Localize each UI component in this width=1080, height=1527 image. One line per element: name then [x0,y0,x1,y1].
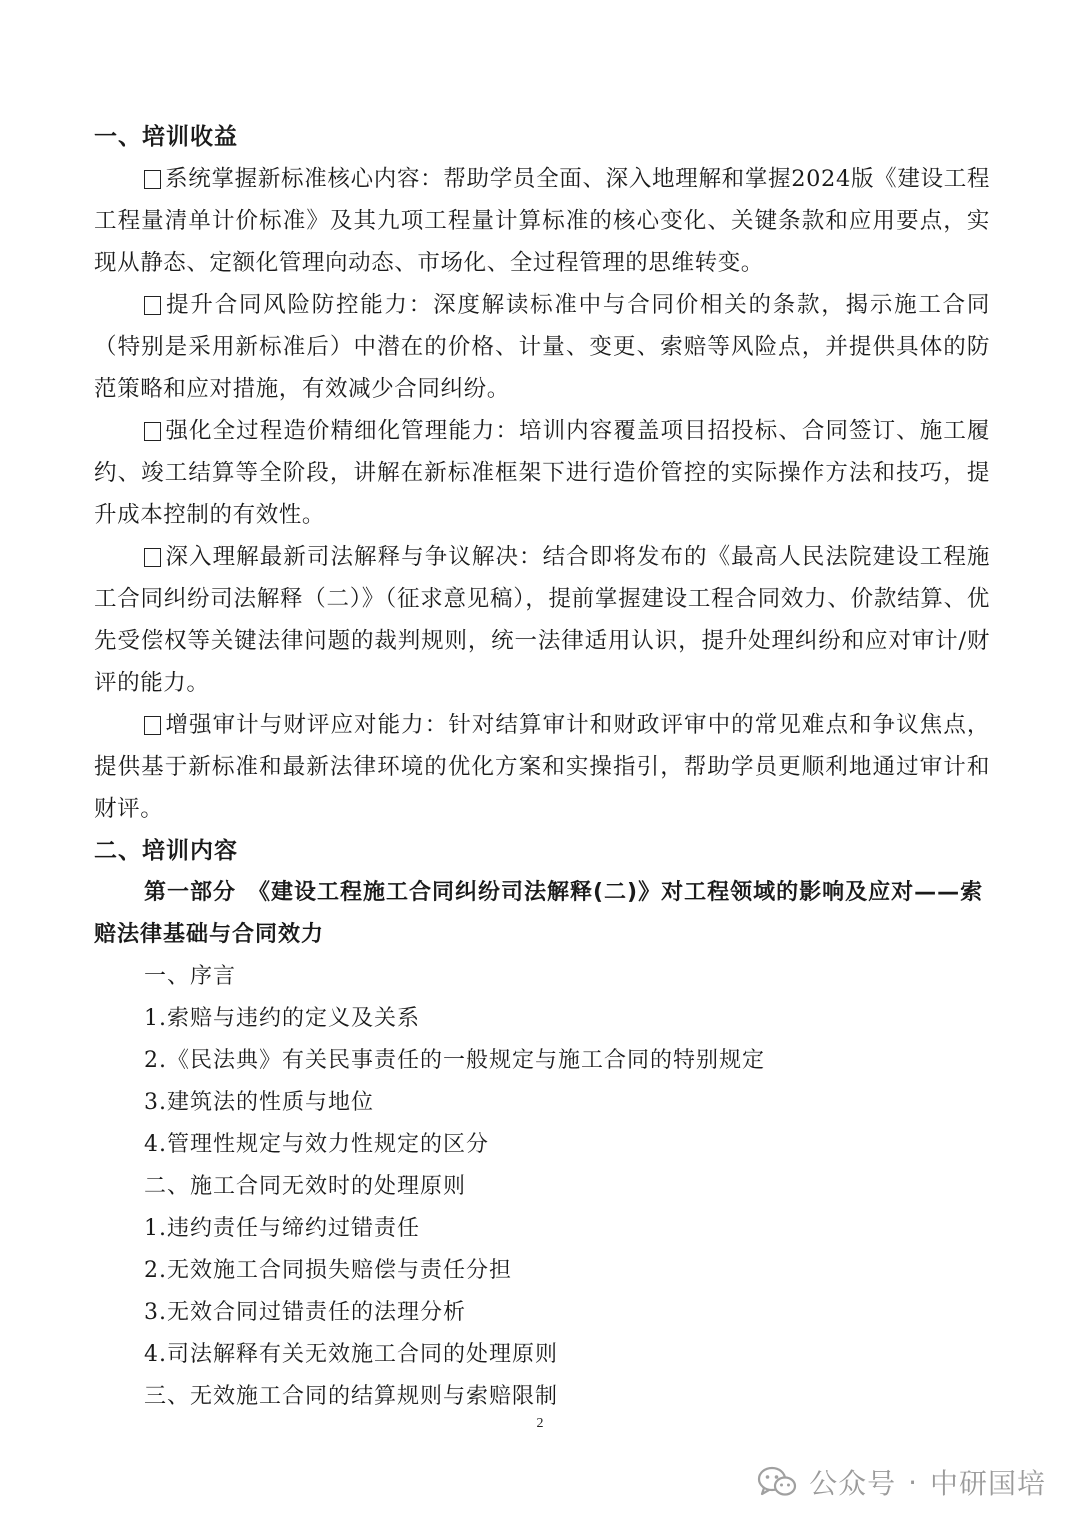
outline-item: 2.无效施工合同损失赔偿与责任分担 [144,1258,512,1283]
watermark-label: 公众号 [809,1467,897,1500]
checkbox-icon [144,548,161,567]
checkbox-icon [144,296,161,315]
checkbox-icon [144,170,161,189]
benefit-item [94,158,990,284]
outline-item: 3.建筑法的性质与地位 [144,1090,374,1115]
checkbox-icon [144,422,161,441]
outline-item: 二、施工合同无效时的处理原则 [144,1174,467,1199]
outline-item: 三、无效施工合同的结算规则与索赔限制 [144,1384,559,1409]
outline-item: 2.《民法典》有关民事责任的一般规定与施工合同的特别规定 [144,1048,765,1073]
watermark-separator: · [908,1465,918,1499]
watermark [757,1462,1046,1502]
benefit-item [94,410,990,536]
benefit-item [94,704,990,830]
page-number: 2 [536,1416,544,1431]
part-one-title: 第一部分 《建设工程施工合同纠纷司法解释(二)》对工程领域的影响及应对——索赔法律基础与合同效力 [94,880,984,947]
watermark-account-name: 中研国培 [929,1467,1046,1500]
outline-item: 4.司法解释有关无效施工合同的处理原则 [144,1342,558,1367]
benefit-text: 提升合同风险防控能力：深度解读标准中与合同价相关的条款，揭示施工合同（特别是采用新标准后）中潜在的价格、计量、变更、索赔等风险点，并提供具体的防范策略和应对措施，有效减少合同纠纷。 [94,292,990,402]
benefit-text: 强化全过程造价精细化管理能力：培训内容覆盖项目招投标、合同签订、施工履约、竣工结算等全阶段，讲解在新标准框架下进行造价管控的实际操作方法和技巧，提升成本控制的有效性。 [94,418,990,528]
checkbox-icon [144,716,161,735]
benefit-item [94,536,990,704]
benefit-text: 增强审计与财评应对能力：针对结算审计和财政评审中的常见难点和争议焦点，提供基于新标准和最新法律环境的优化方案和实操指引，帮助学员更顺利地通过审计和财评。 [94,712,990,822]
outline-item: 3.无效合同过错责任的法理分析 [144,1300,466,1325]
outline-item: 1.索赔与违约的定义及关系 [144,1006,420,1031]
benefit-item [94,284,990,410]
benefit-text: 系统掌握新标准核心内容：帮助学员全面、深入地理解和掌握2024版《建设工程工程量清单计价标准》及其九项工程量计算标准的核心变化、关键条款和应用要点，实现从静态、定额化管理向动态、市场化、全过程管理的思维转变。 [94,166,990,276]
outline-item: 1.违约责任与缔约过错责任 [144,1216,420,1241]
wechat-icon [757,1466,797,1498]
section-heading-content: 二、培训内容 [94,838,238,864]
outline-item: 一、序言 [144,964,237,989]
benefit-text: 深入理解最新司法解释与争议解决：结合即将发布的《最高人民法院建设工程施工合同纠纷司法解释（二）》（征求意见稿），提前掌握建设工程合同效力、价款结算、优先受偿权等关键法律问题的裁判规则，统一法律适用认识，提升处理纠纷和应对审计/财评的能力。 [94,544,990,696]
page-content [94,116,990,1418]
outline-item: 4.管理性规定与效力性规定的区分 [144,1132,489,1157]
section-heading-benefits: 一、培训收益 [94,124,238,150]
